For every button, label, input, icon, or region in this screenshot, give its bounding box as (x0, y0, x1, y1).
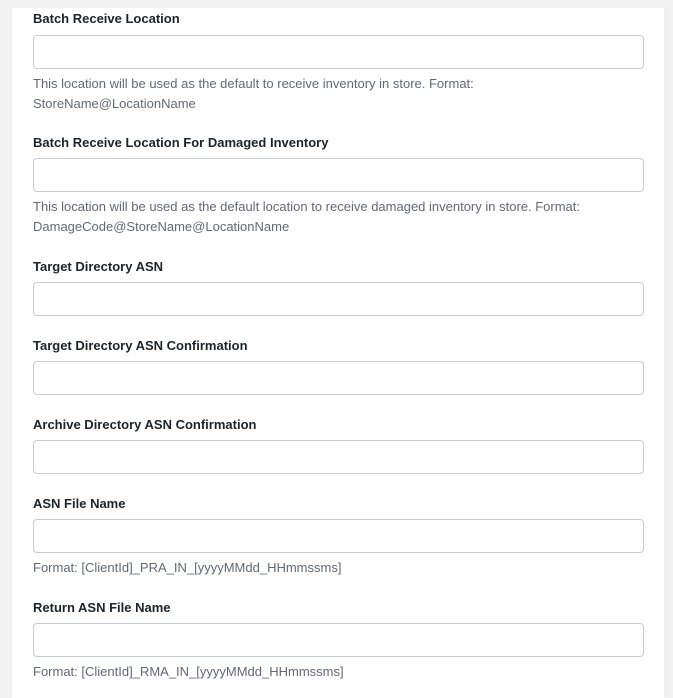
archive-directory-asn-confirmation-input[interactable] (33, 440, 644, 474)
help-line: Format: [ClientId]_PRA_IN_[yyyyMMdd_HHmmssms] (33, 560, 342, 575)
field-label: ASN File Name (33, 496, 126, 511)
archive-directory-asn-confirmation-field (33, 415, 644, 435)
target-directory-asn-field (33, 257, 644, 277)
help-line: This location will be used as the default to receive inventory in store. Format: (33, 76, 474, 91)
batch-receive-damaged-location-input[interactable] (33, 158, 644, 192)
field-help-text (33, 197, 644, 237)
batch-receive-damaged-location-field (33, 133, 644, 234)
field-label: Batch Receive Location For Damaged Inventory (33, 135, 329, 150)
field-help-text (33, 662, 644, 682)
target-directory-asn-input[interactable] (33, 282, 644, 316)
target-directory-asn-confirmation-field (33, 336, 644, 356)
return-asn-file-name-field (33, 598, 644, 679)
help-line: StoreName@LocationName (33, 96, 196, 111)
field-help-text (33, 558, 644, 578)
field-label: Archive Directory ASN Confirmation (33, 417, 257, 432)
batch-receive-location-field (33, 9, 644, 111)
field-help-text (33, 74, 644, 114)
batch-receive-location-input[interactable] (33, 35, 644, 69)
asn-file-name-field (33, 494, 644, 575)
return-asn-file-name-input[interactable] (33, 623, 644, 657)
target-directory-asn-confirmation-input[interactable] (33, 361, 644, 395)
asn-file-name-input[interactable] (33, 519, 644, 553)
field-label: Target Directory ASN Confirmation (33, 338, 248, 353)
field-label: Batch Receive Location (33, 11, 180, 26)
field-label: Target Directory ASN (33, 259, 164, 274)
help-line: Format: [ClientId]_RMA_IN_[yyyyMMdd_HHmmssms] (33, 664, 344, 679)
help-line: DamageCode@StoreName@LocationName (33, 219, 290, 234)
field-label: Return ASN File Name (33, 600, 171, 615)
help-line: This location will be used as the default location to receive damaged inventory in store. Format: (33, 199, 581, 214)
